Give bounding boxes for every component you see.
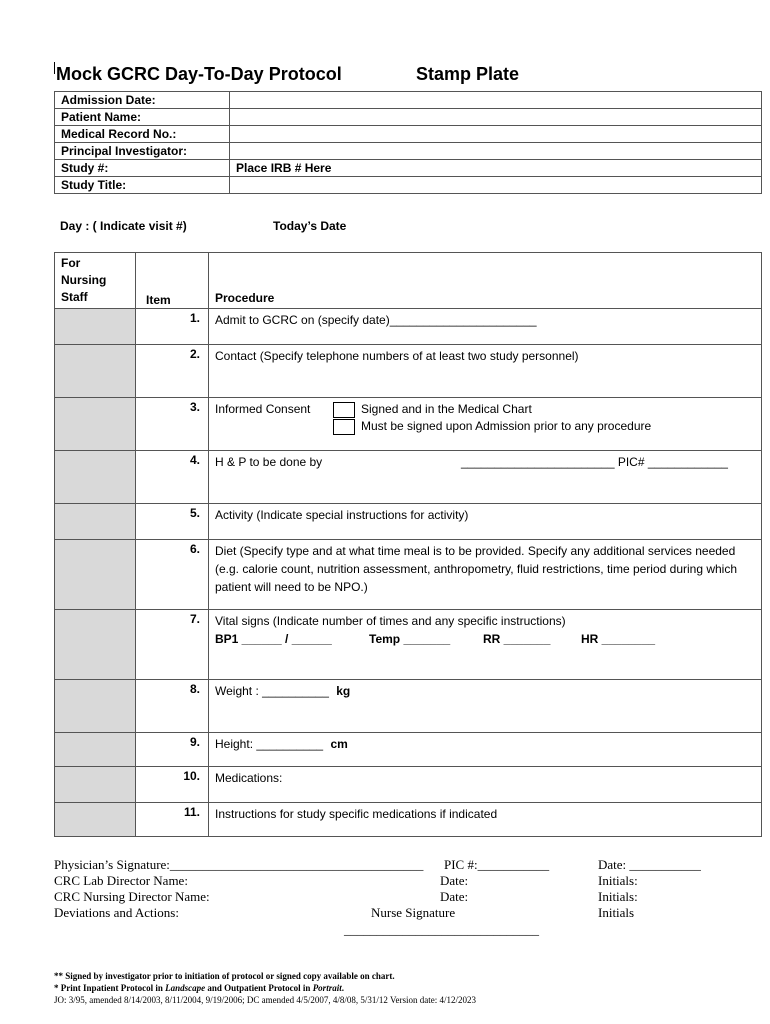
procedure-text: Medications:	[209, 767, 762, 803]
height-cell	[209, 733, 762, 767]
procedure-text: Height: __________	[215, 737, 324, 751]
nursing-check-cell[interactable]	[55, 398, 136, 451]
lab-director-initials: Initials:	[598, 873, 638, 888]
info-row	[55, 109, 762, 126]
info-row	[55, 177, 762, 194]
table-row	[55, 451, 762, 504]
procedure-text: Admit to GCRC on (specify date)______________________	[209, 309, 762, 345]
nursing-check-cell[interactable]	[55, 540, 136, 610]
table-row	[55, 540, 762, 610]
item-number: 3.	[136, 398, 209, 451]
hp-pic-line: _______________________ PIC# ____________	[461, 455, 728, 469]
nursing-header-line: Nursing	[61, 273, 107, 287]
height-unit: cm	[330, 737, 348, 751]
table-row	[55, 345, 762, 398]
study-number-field[interactable]: Place IRB # Here	[230, 160, 762, 177]
form-title: Mock GCRC Day-To-Day Protocol	[56, 64, 342, 84]
nursing-director-label: CRC Nursing Director Name:	[54, 889, 210, 904]
table-row	[55, 680, 762, 733]
table-row	[55, 767, 762, 803]
hr-field: HR ________	[581, 632, 656, 646]
study-number-label: Study #:	[55, 160, 230, 177]
item-number: 4.	[136, 451, 209, 504]
hp-cell	[209, 451, 762, 504]
temp-field: Temp _______	[369, 632, 451, 646]
nursing-check-cell[interactable]	[55, 680, 136, 733]
item-number: 7.	[136, 610, 209, 680]
pic-number-line: PIC #:___________	[444, 857, 550, 872]
nursing-staff-header	[55, 253, 136, 309]
info-row	[55, 160, 762, 177]
info-row	[55, 126, 762, 143]
procedure-text: Weight : __________	[215, 684, 329, 698]
study-title-field[interactable]	[230, 177, 762, 194]
principal-investigator-field[interactable]	[230, 143, 762, 160]
left-margin-tick	[54, 62, 55, 74]
item-header	[136, 253, 209, 309]
table-header-row	[55, 253, 762, 309]
protocol-table	[54, 252, 762, 837]
table-row	[55, 398, 762, 451]
consent-option-signed	[333, 400, 532, 418]
nursing-check-cell[interactable]	[55, 345, 136, 398]
table-row	[55, 504, 762, 540]
lab-director-date: Date:	[440, 873, 469, 888]
admission-date-field[interactable]	[230, 92, 762, 109]
footer-note-portrait: Portrait	[312, 983, 342, 993]
item-number: 9.	[136, 733, 209, 767]
physician-date-line: Date: ___________	[598, 857, 701, 872]
patient-name-field[interactable]	[230, 109, 762, 126]
admission-date-label: Admission Date:	[55, 92, 230, 109]
nursing-check-cell[interactable]	[55, 504, 136, 540]
table-row	[55, 733, 762, 767]
informed-consent-cell	[209, 398, 762, 451]
consent-signed-checkbox[interactable]	[333, 402, 355, 418]
footer-note-investigator: ** Signed by investigator prior to initiation of protocol or signed copy available on chart.	[54, 971, 395, 981]
nursing-check-cell[interactable]	[55, 733, 136, 767]
procedure-text: Informed Consent	[215, 402, 311, 416]
vitals-fields	[215, 630, 755, 648]
patient-info-table	[54, 91, 762, 194]
item-number: 6.	[136, 540, 209, 610]
procedure-text: Instructions for study specific medications if indicated	[209, 803, 762, 837]
nursing-header-line: Staff	[61, 290, 88, 304]
footer-note-print-part: and Outpatient Protocol in	[205, 983, 313, 993]
item-number: 1.	[136, 309, 209, 345]
patient-name-label: Patient Name:	[55, 109, 230, 126]
deviations-initials: Initials	[598, 905, 635, 920]
day-visit-label: Day : ( Indicate visit #)	[60, 219, 187, 233]
footer-note-landscape: Landscape	[165, 983, 206, 993]
nursing-director-date: Date:	[440, 889, 469, 904]
nursing-header-line: For	[61, 256, 81, 270]
procedure-header	[209, 253, 762, 309]
weight-unit: kg	[336, 684, 351, 698]
footer-note-print-part: .	[341, 983, 344, 993]
nursing-check-cell[interactable]	[55, 767, 136, 803]
procedure-text: Activity (Indicate special instructions for activity)	[209, 504, 762, 540]
item-number: 5.	[136, 504, 209, 540]
nursing-check-cell[interactable]	[55, 803, 136, 837]
lab-director-label: CRC Lab Director Name:	[54, 873, 188, 888]
nurse-signature-label: Nurse Signature	[371, 905, 456, 920]
table-row	[55, 803, 762, 837]
footer-version-history: JO: 3/95, amended 8/14/2003, 8/11/2004, 9/19/2006; DC amended 4/5/2007, 4/8/08, 5/31/12 Version date: 4/12/2023	[54, 995, 476, 1005]
bp-field: BP1 ______ / ______	[215, 632, 332, 646]
consent-admission-checkbox[interactable]	[333, 419, 355, 435]
procedure-text: Diet (Specify type and at what time meal is to be provided. Specify any additional services needed (e.g. calorie count, nutrition assessment, anthropometry, fluid restrictions, time period during which patient will need to be NPO.)	[209, 540, 762, 610]
principal-investigator-label: Principal Investigator:	[55, 143, 230, 160]
nursing-check-cell[interactable]	[55, 610, 136, 680]
item-header-text: Item	[146, 293, 171, 307]
vitals-cell	[209, 610, 762, 680]
nursing-check-cell[interactable]	[55, 309, 136, 345]
item-number: 8.	[136, 680, 209, 733]
table-row	[55, 309, 762, 345]
todays-date-label: Today’s Date	[273, 219, 347, 233]
procedure-text: H & P to be done by	[215, 455, 323, 469]
study-title-label: Study Title:	[55, 177, 230, 194]
medical-record-label: Medical Record No.:	[55, 126, 230, 143]
nursing-director-initials: Initials:	[598, 889, 638, 904]
procedure-text: Contact (Specify telephone numbers of at least two study personnel)	[209, 345, 762, 398]
footer-note-print	[54, 983, 344, 993]
rr-field: RR _______	[483, 632, 551, 646]
table-row	[55, 610, 762, 680]
weight-cell	[209, 680, 762, 733]
nurse-signature-line: ______________________________	[344, 922, 539, 937]
item-number: 11.	[136, 803, 209, 837]
info-row	[55, 92, 762, 109]
item-number: 2.	[136, 345, 209, 398]
nursing-check-cell[interactable]	[55, 451, 136, 504]
info-row	[55, 143, 762, 160]
consent-option-admission-label: Must be signed upon Admission prior to any procedure	[361, 419, 652, 433]
deviations-label: Deviations and Actions:	[54, 905, 179, 920]
physician-signature-line: Physician’s Signature:_______________________________________	[54, 857, 424, 872]
footer-note-print-part: * Print Inpatient Protocol in	[54, 983, 166, 993]
medical-record-field[interactable]	[230, 126, 762, 143]
procedure-header-text: Procedure	[215, 291, 275, 305]
item-number: 10.	[136, 767, 209, 803]
procedure-text: Vital signs (Indicate number of times and any specific instructions)	[215, 614, 566, 628]
consent-option-signed-label: Signed and in the Medical Chart	[361, 402, 532, 416]
consent-option-admission	[333, 417, 651, 435]
stamp-plate-label: Stamp Plate	[416, 64, 520, 84]
